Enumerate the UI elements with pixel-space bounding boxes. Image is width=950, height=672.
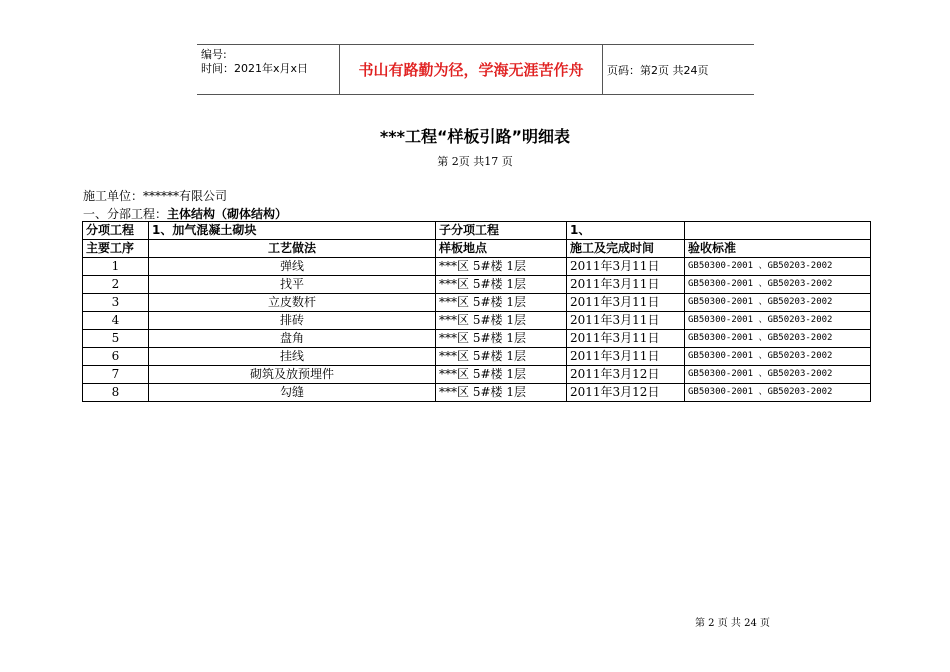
cell-standard: GB50300-2001 、GB50203-2002 (685, 366, 871, 384)
cell-process: 立皮数杆 (149, 294, 436, 312)
header-cell-method: 工艺做法 (149, 240, 436, 258)
cell-no: 7 (83, 366, 149, 384)
cell-standard: GB50300-2001 、GB50203-2002 (685, 348, 871, 366)
value-empty (685, 222, 871, 240)
cell-location: ***区 5#楼 1层 (436, 258, 567, 276)
detail-table (82, 221, 871, 402)
table-row (83, 348, 871, 366)
header-number-label: 编号: (201, 48, 227, 61)
header-motto: 书山有路勤为径，学海无涯苦作舟 (339, 45, 603, 94)
cell-standard: GB50300-2001 、GB50203-2002 (685, 384, 871, 402)
cell-date: 2011年3月11日 (567, 330, 685, 348)
cell-standard: GB50300-2001 、GB50203-2002 (685, 294, 871, 312)
value-sub-subitem: 1、 (567, 222, 685, 240)
table-row-subitem (83, 222, 871, 240)
section-name: 主体结构（砌体结构） (167, 207, 288, 221)
cell-standard: GB50300-2001 、GB50203-2002 (685, 276, 871, 294)
cell-location: ***区 5#楼 1层 (436, 366, 567, 384)
page-header (197, 44, 754, 95)
cell-date: 2011年3月11日 (567, 294, 685, 312)
cell-standard: GB50300-2001 、GB50203-2002 (685, 258, 871, 276)
table-header-row (83, 240, 871, 258)
cell-date: 2011年3月11日 (567, 276, 685, 294)
cell-no: 5 (83, 330, 149, 348)
header-cell-process-no: 主要工序 (83, 240, 149, 258)
document-page-info: 第 2页 共17 页 (437, 155, 513, 168)
cell-date: 2011年3月11日 (567, 312, 685, 330)
table-row (83, 366, 871, 384)
header-cell-location: 样板地点 (436, 240, 567, 258)
section-prefix: 一、分部工程： (83, 207, 168, 221)
cell-date: 2011年3月12日 (567, 384, 685, 402)
document-title: ***工程“样板引路”明细表 (379, 127, 571, 146)
cell-no: 4 (83, 312, 149, 330)
table-row (83, 258, 871, 276)
cell-process: 弹线 (149, 258, 436, 276)
cell-no: 3 (83, 294, 149, 312)
table-row (83, 294, 871, 312)
cell-location: ***区 5#楼 1层 (436, 276, 567, 294)
header-cell-standard: 验收标准 (685, 240, 871, 258)
table-row (83, 312, 871, 330)
header-meta (201, 48, 339, 76)
header-date: 时间：2021年x月x日 (201, 62, 309, 75)
cell-process: 勾缝 (149, 384, 436, 402)
cell-location: ***区 5#楼 1层 (436, 384, 567, 402)
cell-location: ***区 5#楼 1层 (436, 312, 567, 330)
cell-no: 6 (83, 348, 149, 366)
cell-no: 2 (83, 276, 149, 294)
header-cell-date: 施工及完成时间 (567, 240, 685, 258)
cell-date: 2011年3月11日 (567, 348, 685, 366)
cell-process: 排砖 (149, 312, 436, 330)
cell-process: 找平 (149, 276, 436, 294)
cell-location: ***区 5#楼 1层 (436, 294, 567, 312)
cell-date: 2011年3月12日 (567, 366, 685, 384)
table-row (83, 330, 871, 348)
cell-no: 8 (83, 384, 149, 402)
cell-standard: GB50300-2001 、GB50203-2002 (685, 330, 871, 348)
cell-location: ***区 5#楼 1层 (436, 330, 567, 348)
page-footer: 第 2 页 共 24 页 (695, 618, 770, 629)
table-row (83, 276, 871, 294)
cell-location: ***区 5#楼 1层 (436, 348, 567, 366)
header-page-code: 页码：第2页 共24页 (607, 63, 709, 77)
construction-unit: 施工单位：******有限公司 (83, 189, 228, 203)
table-row (83, 384, 871, 402)
label-sub-subitem: 子分项工程 (436, 222, 567, 240)
section-line (83, 205, 287, 222)
cell-process: 挂线 (149, 348, 436, 366)
cell-process: 盘角 (149, 330, 436, 348)
cell-no: 1 (83, 258, 149, 276)
cell-standard: GB50300-2001 、GB50203-2002 (685, 312, 871, 330)
label-subitem: 分项工程 (83, 222, 149, 240)
cell-date: 2011年3月11日 (567, 258, 685, 276)
value-subitem: 1、加气混凝土砌块 (149, 222, 436, 240)
cell-process: 砌筑及放预埋件 (149, 366, 436, 384)
